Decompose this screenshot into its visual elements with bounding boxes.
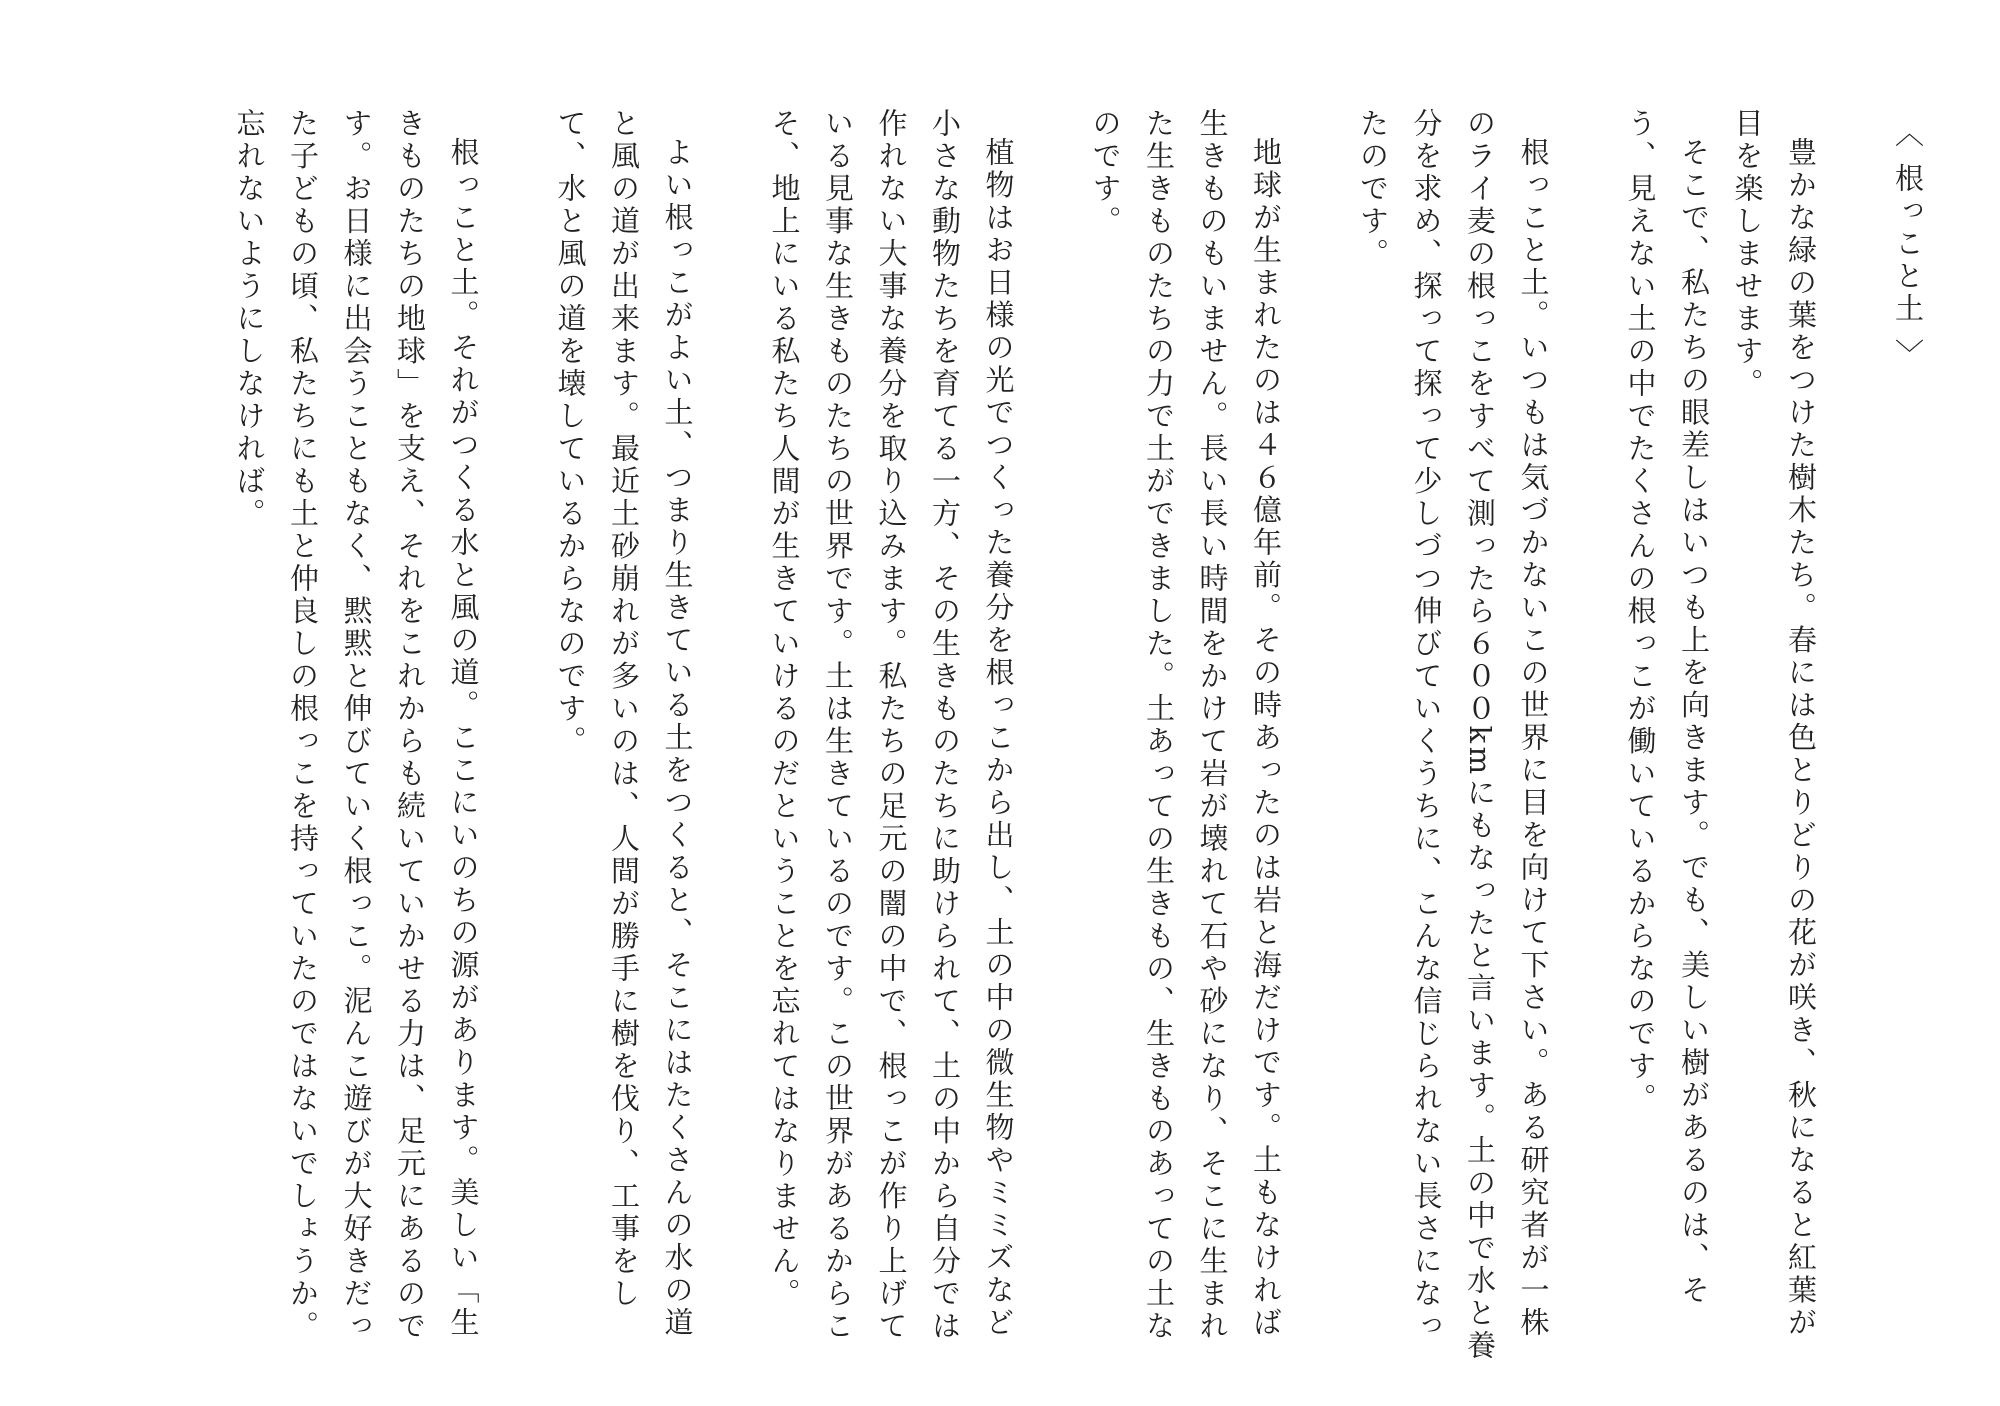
paragraph-spacer [1025,108,1079,1368]
paragraph-spacer [704,108,758,1368]
vertical-text-body [222,108,1934,1368]
document-title: 〈 根っこと土 〉 [1891,118,1925,371]
paragraph-spacer [1292,108,1346,1368]
paragraph-6: よい根っこがよい土、つまり生きている土をつくると、そこにはたくさんの水の道と風の道が出来ます。最近土砂崩れが多いのは、人間が勝手に樹を伐り、工事をして、水と風の道を壊しているからなのです。 [553,108,695,1340]
title-spacer [1827,108,1881,1368]
paragraph-2: そこで、私たちの眼差しはいつも上を向きます。でも、美しい樹があるのは、そう、見えない土の中でたくさんの根っこが働いているからなのです。 [1623,108,1711,1307]
paragraph-7: 根っこと土。それがつくる水と風の道。ここにいのちの源があります。美しい「生きものたちの地球」を支え、それをこれからも続いていかせる力は、足元にあるのです。お日様に出会うこともなく、黙黙と伸びていく根っこ。泥んこ遊びが大好きだった子どもの頃、私たちにも土と仲良しの根っこを持っていたのではないでしょうか。忘れないようにしなければ。 [232,108,481,1343]
paragraph-4: 地球が生まれたのは４６億年前。その時あったのは岩と海だけです。土もなければ生きものもいません。長い長い時間をかけて岩が壊れて石や砂になり、そこに生まれた生きものたちの力で土ができました。土あっての生きもの、生きものあっての土なのです。 [1088,108,1283,1343]
paragraph-spacer [1560,108,1614,1368]
paragraph-spacer [490,108,544,1368]
paragraph-1: 豊かな緑の葉をつけた樹木たち。春には色とりどりの花が咲き、秋になると紅葉が目を楽しませます。 [1730,108,1818,1340]
paragraph-3: 根っこと土。いつもは気づかないこの世界に目を向けて下さい。ある研究者が一株のライ麦の根っこをすべて測ったら６００kmにもなったと言います。土の中で水と養分を求め、探って探って少しづつ伸びていくうちに、こんな信じられない長さになったのです。 [1356,108,1551,1363]
paragraph-5: 植物はお日様の光でつくった養分を根っこから出し、土の中の微生物やミミズなど小さな動物たちを育てる一方、その生きものたちに助けられて、土の中から自分では作れない大事な養分を取り込みます。私たちの足元の闇の中で、根っこが作り上げている見事な生きものたちの世界です。土は生きているのです。この世界があるからこそ、地上にいる私たち人間が生きていけるのだということを忘れてはなりません。 [767,108,1016,1343]
